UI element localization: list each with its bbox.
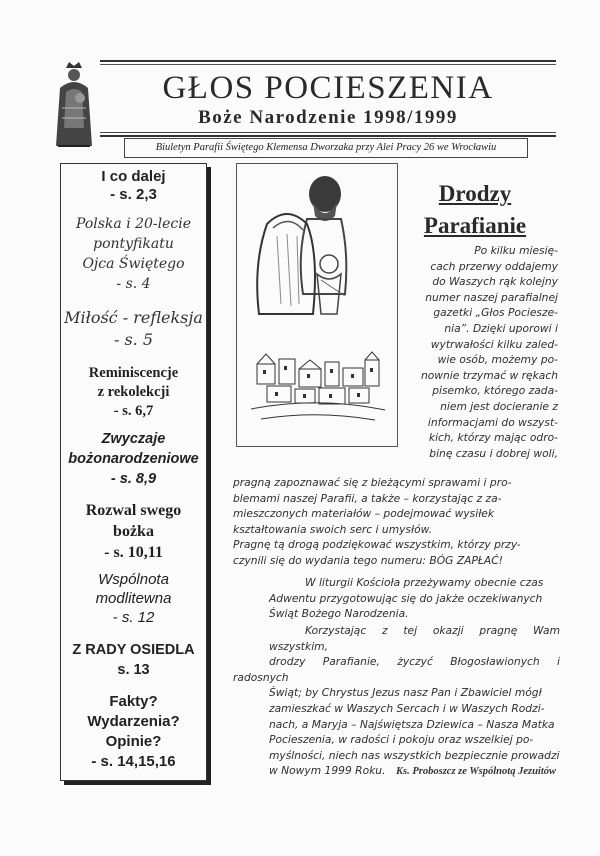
newsletter-title: GŁOS POCIESZENIA xyxy=(162,70,494,106)
madonna-emblem-icon xyxy=(52,58,96,150)
masthead-rule xyxy=(100,132,556,133)
issue-subtitle: Boże Narodzenie 1998/1999 xyxy=(198,107,458,128)
toc-item: I co dalej - s. 2,3 xyxy=(101,168,166,203)
toc-item: Rozwal swego bożka - s. 10,11 xyxy=(85,502,182,561)
masthead-rule xyxy=(100,135,556,137)
toc-item: Wspólnota modlitewna - s. 12 xyxy=(95,571,172,626)
article-paragraph: Po kilku miesię- cach przerwy oddajemy do Waszych rąk kolejny numer naszej parafialnej gazetki „Głos Pociesze- nia”. Dzięki uporowi i wytrwałości kilku zaled- wie osób, możemy po- nownie trzymać w rękach pisemko, którego zada- niem jest docieranie z informacjami do wszyst- kich, którzy mając odro- binę czasu i dobrej woli, xyxy=(420,244,558,460)
holy-family-drawing-icon xyxy=(237,164,397,446)
toc-item: Reminiscencje z rekolekcji - s. 6,7 xyxy=(88,365,179,419)
holy-family-illustration xyxy=(236,163,398,447)
toc-item: Zwyczaje bożonarodzeniowe - s. 8,9 xyxy=(68,431,199,487)
article-paragraph: W liturgii Kościoła przeżywamy obecnie czas Adwentu przygotowując się do jakże oczekiwanych Świąt Bożego Narodzenia. xyxy=(269,576,544,621)
toc-item: Miłość - refleksja - s. 5 xyxy=(64,308,203,349)
toc-item: Polska i 20-lecie pontyfikatu Ojca Świętego - s. 4 xyxy=(75,216,192,292)
article-paragraph: Korzystając z tej okazji pragnę Wam wszystkim, drodzy Parafianie, życzyć Błogosławionych i radosnych Świąt; by Chrystus Jezus nasz Pan i Zbawiciel mógł zamieszkać w Waszych Sercach i w Waszych Rodzi- nach, a Maryja – Najświętsza Dziewica – Nasza Matka Pocieszenia, w radości i pokoju oraz wszelkiej po- myślności, niech nas wszystkich bezpiecznie prowadzi w Nowym 1999 Roku. xyxy=(233,624,560,778)
bulletin-info: Biuletyn Parafii Świętego Klemensa Dworzaka przy Alei Pracy 26 we Wrocławiu xyxy=(124,138,528,158)
signature: Ks. Proboszcz ze Wspólnotą Jezuitów xyxy=(396,766,556,777)
masthead-rule xyxy=(100,64,556,65)
masthead-rule xyxy=(100,60,556,62)
article-heading: Drodzy Parafianie xyxy=(423,181,527,238)
article-paragraph: pragną zapoznawać się z bieżącymi sprawami i pro- blemami naszej Parafii, a także – korzystając z za- mieszczonych materiałów – podejmować wysiłek kształtowania swoich serc i umysłów. Pragnę tą drogą podziękować wszystkim, którzy przy- czynili się do wydania tego numeru: BÓG ZAPŁAĆ! xyxy=(233,476,521,567)
toc-item: Fakty? Wydarzenia? Opinie? - s. 14,15,16 xyxy=(87,693,180,770)
contents-box xyxy=(60,163,207,781)
toc-item: Z RADY OSIEDLA s. 13 xyxy=(72,642,195,678)
